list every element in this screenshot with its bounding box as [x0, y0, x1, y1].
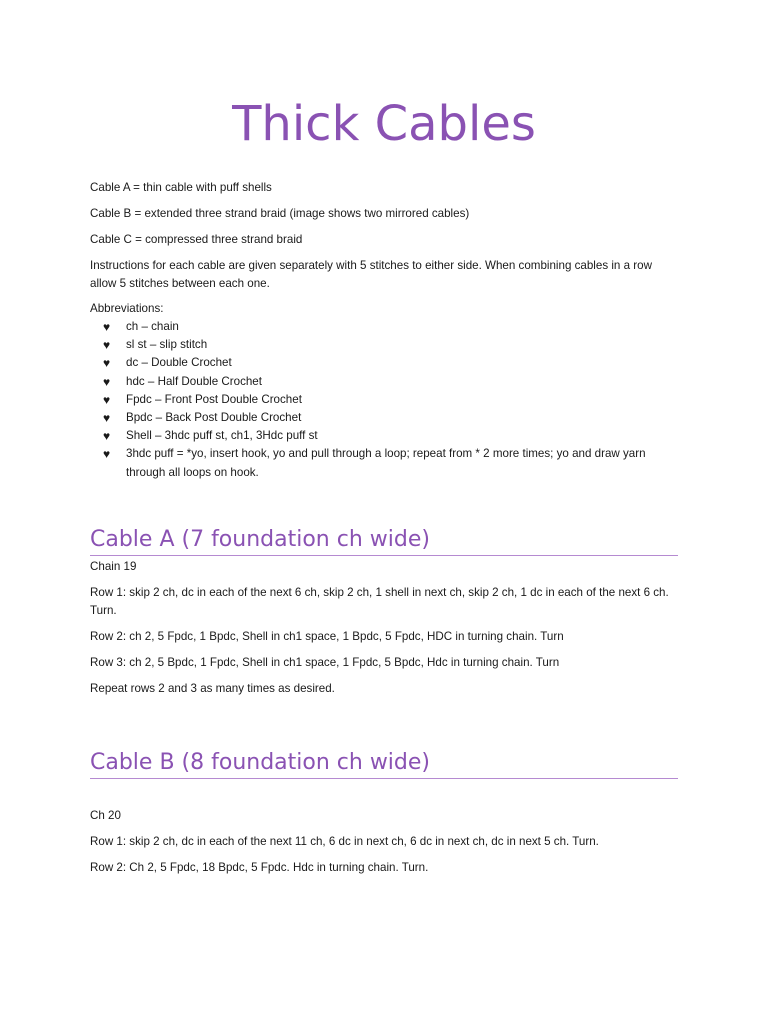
heart-bullet-icon: ♥: [103, 374, 111, 389]
instructions-paragraph: Instructions for each cable are given separately with 5 stitches to either side. When combining cables in a row allow 5 stitches between each one.: [90, 259, 652, 290]
section-divider: [90, 555, 678, 556]
heart-bullet-icon: ♥: [103, 356, 111, 371]
list-item: [90, 409, 680, 427]
cable-b-row-1: Row 1: skip 2 ch, dc in each of the next 11 ch, 6 dc in next ch, 6 dc in next ch, dc in next 5 ch. Turn.: [90, 835, 599, 848]
list-item: [90, 373, 680, 391]
cable-a-row-1: Row 1: skip 2 ch, dc in each of the next 6 ch, skip 2 ch, 1 shell in next ch, skip 2 ch, 1 dc in each of the next 6 ch. Turn.: [90, 586, 669, 617]
heart-bullet-icon: ♥: [103, 411, 111, 426]
list-item: [90, 318, 680, 336]
list-item: [90, 445, 680, 481]
list-item: [90, 336, 680, 354]
list-item: [90, 427, 680, 445]
cable-b-definition: Cable B = extended three strand braid (image shows two mirrored cables): [90, 207, 470, 220]
heart-bullet-icon: ♥: [103, 338, 111, 353]
cable-b-row-2: Row 2: Ch 2, 5 Fpdc, 18 Bpdc, 5 Fpdc. Hdc in turning chain. Turn.: [90, 861, 429, 874]
abbreviations-list: [90, 318, 680, 482]
abbreviation-text: hdc – Half Double Crochet: [126, 374, 262, 388]
abbreviation-text: 3hdc puff = *yo, insert hook, yo and pull through a loop; repeat from * 2 more times; yo and draw yarn through all loops on hook.: [126, 447, 646, 479]
abbreviation-text: dc – Double Crochet: [126, 356, 232, 370]
cable-a-heading: Cable A (7 foundation ch wide): [90, 527, 430, 552]
heart-bullet-icon: ♥: [103, 392, 111, 407]
cable-a-row-2: Row 2: ch 2, 5 Fpdc, 1 Bpdc, Shell in ch1 space, 1 Bpdc, 5 Fpdc, HDC in turning chain. Turn: [90, 630, 564, 643]
list-item: [90, 354, 680, 372]
heart-bullet-icon: ♥: [103, 429, 111, 444]
abbreviation-text: sl st – slip stitch: [126, 338, 208, 352]
cable-a-definition: Cable A = thin cable with puff shells: [90, 181, 272, 194]
abbreviations-heading: Abbreviations:: [90, 302, 164, 315]
section-divider: [90, 778, 678, 779]
cable-c-definition: Cable C = compressed three strand braid: [90, 233, 303, 246]
list-item: [90, 391, 680, 409]
heart-bullet-icon: ♥: [103, 447, 111, 462]
abbreviation-text: Fpdc – Front Post Double Crochet: [126, 392, 302, 406]
cable-b-heading: Cable B (8 foundation ch wide): [90, 750, 431, 775]
abbreviation-text: Shell – 3hdc puff st, ch1, 3Hdc puff st: [126, 429, 318, 443]
cable-b-chain: Ch 20: [90, 809, 121, 822]
page-title: Thick Cables: [232, 96, 536, 152]
abbreviation-text: Bpdc – Back Post Double Crochet: [126, 411, 302, 425]
cable-a-repeat: Repeat rows 2 and 3 as many times as desired.: [90, 682, 335, 695]
heart-bullet-icon: ♥: [103, 320, 111, 334]
abbreviation-text: ch – chain: [126, 320, 179, 333]
cable-a-row-3: Row 3: ch 2, 5 Bpdc, 1 Fpdc, Shell in ch1 space, 1 Fpdc, 5 Bpdc, Hdc in turning chain. Turn: [90, 656, 560, 669]
cable-a-chain: Chain 19: [90, 560, 137, 573]
